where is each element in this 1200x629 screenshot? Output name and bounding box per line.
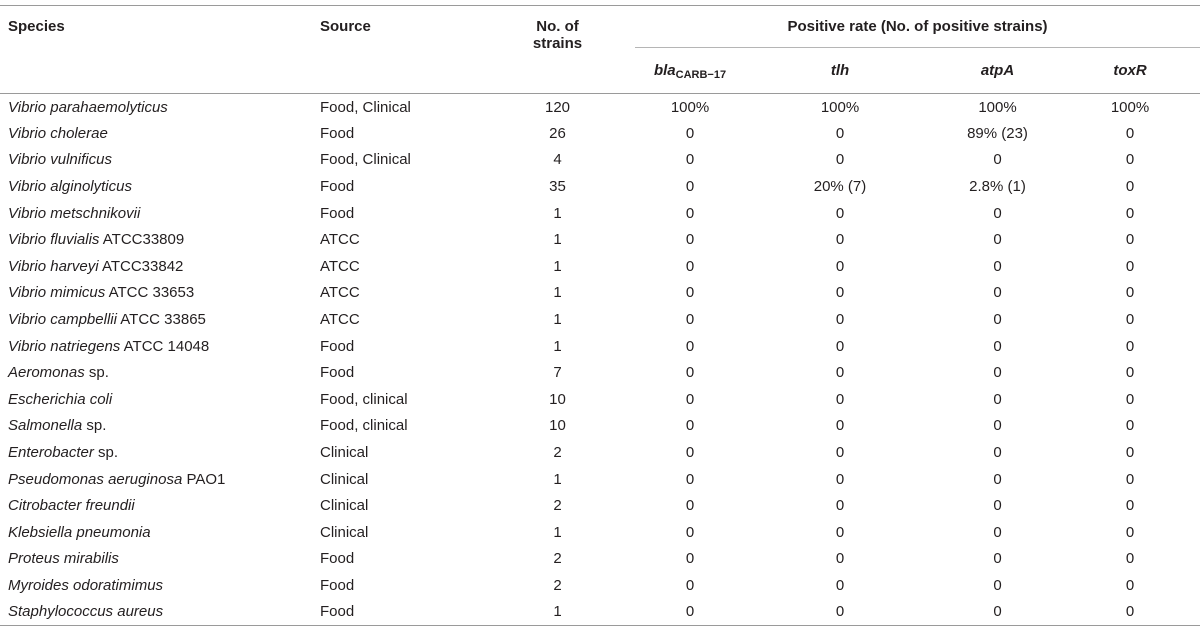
species-suffix: PAO1 <box>182 470 226 488</box>
cell-bla: 0 <box>685 204 695 222</box>
cell-strains: 1 <box>553 470 562 488</box>
cell-species <box>0 120 320 147</box>
cell-toxr: 0 <box>1125 390 1135 408</box>
cell-toxr: 0 <box>1125 417 1135 435</box>
strains-table <box>0 5 1200 626</box>
species-name: Aeromonas <box>8 364 85 382</box>
cell-bla: 0 <box>685 576 695 594</box>
cell-source: Food <box>320 124 355 142</box>
header-strains <box>480 6 635 94</box>
cell-species <box>0 200 320 227</box>
species-name: Proteus mirabilis <box>8 550 119 568</box>
cell-toxr: 0 <box>1125 576 1135 594</box>
cell-strains: 1 <box>553 311 562 329</box>
cell-strains: 2 <box>553 550 562 568</box>
cell-tlh: 0 <box>835 497 845 515</box>
cell-bla: 0 <box>685 470 695 488</box>
table-body <box>0 94 1200 626</box>
cell-bla: 0 <box>685 550 695 568</box>
species-name: Myroides odoratimimus <box>8 576 164 594</box>
table-row <box>0 386 1200 413</box>
cell-source: Food <box>320 337 355 355</box>
gene-tlh-name: tlh <box>830 62 850 79</box>
cell-toxr: 0 <box>1125 124 1135 142</box>
species-name: Vibrio cholerae <box>8 124 108 142</box>
species-name: Vibrio fluvialis <box>8 231 100 249</box>
species-suffix: sp. <box>93 444 119 462</box>
cell-tlh: 0 <box>835 550 845 568</box>
species-suffix: ATCC33809 <box>99 231 185 249</box>
cell-bla: 0 <box>685 390 695 408</box>
cell-bla: 0 <box>685 284 695 302</box>
cell-toxr: 0 <box>1125 550 1135 568</box>
cell-source: Clinical <box>320 523 369 541</box>
cell-bla: 0 <box>685 417 695 435</box>
cell-atpa: 0 <box>993 204 1002 222</box>
table-row <box>0 333 1200 360</box>
species-suffix: ATCC33842 <box>98 257 184 275</box>
table-row <box>0 253 1200 280</box>
cell-strains: 26 <box>549 124 566 142</box>
cell-strains: 1 <box>553 337 562 355</box>
cell-strains: 1 <box>553 257 562 275</box>
cell-atpa: 0 <box>993 417 1002 435</box>
cell-source: Clinical <box>320 497 369 515</box>
cell-species <box>0 386 320 413</box>
cell-atpa: 0 <box>993 576 1002 594</box>
cell-bla: 100% <box>670 98 710 116</box>
species-name: Vibrio vulnificus <box>8 151 112 169</box>
cell-source: ATCC <box>320 257 360 275</box>
cell-source: Food, Clinical <box>320 151 411 169</box>
cell-strains: 1 <box>553 231 562 249</box>
cell-species <box>0 359 320 386</box>
cell-toxr: 0 <box>1125 284 1135 302</box>
cell-atpa: 0 <box>993 364 1002 382</box>
species-name: Citrobacter freundii <box>8 497 135 515</box>
header-gene-bla <box>635 48 745 94</box>
cell-strains: 2 <box>553 497 562 515</box>
header-gene-toxr <box>1060 48 1200 94</box>
cell-tlh: 100% <box>820 98 860 116</box>
table-row <box>0 200 1200 227</box>
species-name: Vibrio parahaemolyticus <box>8 98 168 116</box>
cell-species <box>0 413 320 440</box>
cell-toxr: 100% <box>1110 98 1150 116</box>
cell-toxr: 0 <box>1125 444 1135 462</box>
species-name: Staphylococcus aureus <box>8 603 164 621</box>
species-suffix: ATCC 33865 <box>116 311 206 329</box>
table-row <box>0 413 1200 440</box>
cell-species <box>0 306 320 333</box>
cell-strains: 1 <box>480 599 635 626</box>
cell-species <box>0 173 320 200</box>
cell-atpa: 0 <box>993 231 1002 249</box>
cell-toxr: 0 <box>1060 599 1200 626</box>
cell-bla: 0 <box>685 497 695 515</box>
header-gene-tlh <box>745 48 935 94</box>
cell-species <box>0 492 320 519</box>
cell-toxr: 0 <box>1125 337 1135 355</box>
cell-tlh: 0 <box>835 124 845 142</box>
cell-strains: 35 <box>549 178 566 196</box>
cell-atpa: 0 <box>993 550 1002 568</box>
cell-atpa: 89% (23) <box>967 124 1028 142</box>
cell-bla: 0 <box>685 124 695 142</box>
cell-strains: 10 <box>549 390 566 408</box>
cell-tlh: 0 <box>835 444 845 462</box>
cell-source: Food, Clinical <box>320 98 411 116</box>
cell-atpa: 0 <box>935 599 1060 626</box>
table-row <box>0 492 1200 519</box>
species-name: Escherichia coli <box>8 390 113 408</box>
cell-toxr: 0 <box>1125 178 1135 196</box>
cell-bla: 0 <box>685 444 695 462</box>
cell-tlh: 0 <box>835 364 845 382</box>
cell-atpa: 0 <box>993 444 1002 462</box>
table-row <box>0 359 1200 386</box>
table-row <box>0 466 1200 493</box>
cell-species <box>0 546 320 573</box>
cell-source: Clinical <box>320 470 369 488</box>
cell-strains: 2 <box>553 444 562 462</box>
cell-source: Food <box>320 204 355 222</box>
cell-bla: 0 <box>685 231 695 249</box>
cell-tlh: 0 <box>835 231 845 249</box>
cell-tlh: 0 <box>835 151 845 169</box>
cell-source: Clinical <box>320 444 369 462</box>
cell-toxr: 0 <box>1125 523 1135 541</box>
table-row <box>0 94 1200 121</box>
cell-source: Food <box>320 364 355 382</box>
header-source: Source <box>320 6 480 94</box>
cell-source: Food <box>320 576 355 594</box>
species-name: Salmonella <box>8 417 83 435</box>
cell-toxr: 0 <box>1125 151 1135 169</box>
cell-tlh: 0 <box>835 576 845 594</box>
cell-toxr: 0 <box>1125 257 1135 275</box>
species-name: Enterobacter <box>8 444 94 462</box>
header-strains-line2: strains <box>532 35 583 52</box>
species-name: Pseudomonas aeruginosa <box>8 470 183 488</box>
table-row <box>0 147 1200 174</box>
cell-tlh: 0 <box>835 417 845 435</box>
cell-bla: 0 <box>685 178 695 196</box>
cell-tlh: 0 <box>835 284 845 302</box>
species-name: Vibrio metschnikovii <box>8 204 141 222</box>
cell-tlh: 0 <box>835 523 845 541</box>
table-row <box>0 572 1200 599</box>
cell-atpa: 100% <box>978 98 1017 116</box>
cell-atpa: 0 <box>993 311 1002 329</box>
cell-toxr: 0 <box>1125 231 1135 249</box>
species-suffix: sp. <box>84 364 109 382</box>
cell-tlh: 20% (7) <box>813 178 867 196</box>
cell-source: ATCC <box>320 284 360 302</box>
cell-species <box>0 466 320 493</box>
species-suffix: ATCC 14048 <box>120 337 210 355</box>
cell-species <box>0 599 320 626</box>
cell-strains: 1 <box>553 523 562 541</box>
cell-toxr: 0 <box>1125 204 1135 222</box>
gene-bla-sub: CARB−17 <box>675 69 727 81</box>
table-row <box>0 173 1200 200</box>
cell-toxr: 0 <box>1125 470 1135 488</box>
cell-toxr: 0 <box>1125 364 1135 382</box>
species-suffix: ATCC 33653 <box>105 284 195 302</box>
cell-source: Food <box>320 599 480 626</box>
cell-tlh: 0 <box>835 204 845 222</box>
cell-atpa: 0 <box>993 257 1002 275</box>
species-name: Vibrio campbellii <box>8 311 117 329</box>
cell-bla: 0 <box>685 257 695 275</box>
table-row <box>0 439 1200 466</box>
species-suffix: sp. <box>82 417 107 435</box>
cell-strains: 2 <box>553 576 562 594</box>
gene-toxr-name: toxR <box>1113 62 1147 79</box>
cell-tlh: 0 <box>835 470 845 488</box>
cell-atpa: 0 <box>993 497 1002 515</box>
cell-species <box>0 280 320 307</box>
species-name: Vibrio harveyi <box>8 257 99 275</box>
cell-toxr: 0 <box>1125 497 1135 515</box>
header-gene-atpa <box>935 48 1060 94</box>
species-name: Klebsiella pneumonia <box>8 523 151 541</box>
cell-species <box>0 147 320 174</box>
cell-strains: 1 <box>553 284 562 302</box>
cell-strains: 120 <box>544 98 571 116</box>
cell-species <box>0 226 320 253</box>
cell-atpa: 0 <box>993 523 1002 541</box>
cell-atpa: 0 <box>993 470 1002 488</box>
cell-species <box>0 94 320 121</box>
cell-bla: 0 <box>685 337 695 355</box>
table-row <box>0 226 1200 253</box>
cell-tlh: 0 <box>835 257 845 275</box>
cell-strains: 4 <box>553 151 562 169</box>
table-row <box>0 280 1200 307</box>
cell-source: Food <box>320 178 355 196</box>
cell-atpa: 0 <box>993 337 1002 355</box>
cell-species <box>0 253 320 280</box>
gene-atpa-name: atpA <box>980 62 1015 79</box>
species-name: Vibrio mimicus <box>8 284 106 302</box>
header-species: Species <box>0 6 320 94</box>
table-row <box>0 306 1200 333</box>
cell-bla: 0 <box>635 599 745 626</box>
cell-atpa: 0 <box>993 151 1002 169</box>
table-row <box>0 599 1200 626</box>
cell-source: ATCC <box>320 231 360 249</box>
table-row <box>0 519 1200 546</box>
cell-species <box>0 333 320 360</box>
cell-tlh: 0 <box>835 311 845 329</box>
cell-source: Food, clinical <box>320 417 408 435</box>
table-row <box>0 546 1200 573</box>
species-name: Vibrio alginolyticus <box>8 178 132 196</box>
cell-source: ATCC <box>320 311 360 329</box>
cell-source: Food, clinical <box>320 390 408 408</box>
header-positive-rate: Positive rate (No. of positive strains) <box>635 6 1200 48</box>
cell-tlh: 0 <box>835 390 845 408</box>
table-row <box>0 120 1200 147</box>
cell-species <box>0 519 320 546</box>
cell-bla: 0 <box>685 523 695 541</box>
cell-tlh: 0 <box>835 337 845 355</box>
cell-strains: 1 <box>553 204 562 222</box>
cell-atpa: 0 <box>993 284 1002 302</box>
cell-source: Food <box>320 550 355 568</box>
cell-atpa: 0 <box>993 390 1002 408</box>
gene-bla-name: bla <box>653 62 676 79</box>
cell-bla: 0 <box>685 151 695 169</box>
cell-bla: 0 <box>685 364 695 382</box>
species-name: Vibrio natriegens <box>8 337 121 355</box>
cell-species <box>0 439 320 466</box>
cell-bla: 0 <box>685 311 695 329</box>
cell-tlh: 0 <box>745 599 935 626</box>
cell-atpa: 2.8% (1) <box>969 178 1026 196</box>
cell-strains: 10 <box>549 417 566 435</box>
header-strains-line1: No. of <box>536 18 579 35</box>
cell-strains: 7 <box>553 364 562 382</box>
cell-species <box>0 572 320 599</box>
cell-toxr: 0 <box>1125 311 1135 329</box>
